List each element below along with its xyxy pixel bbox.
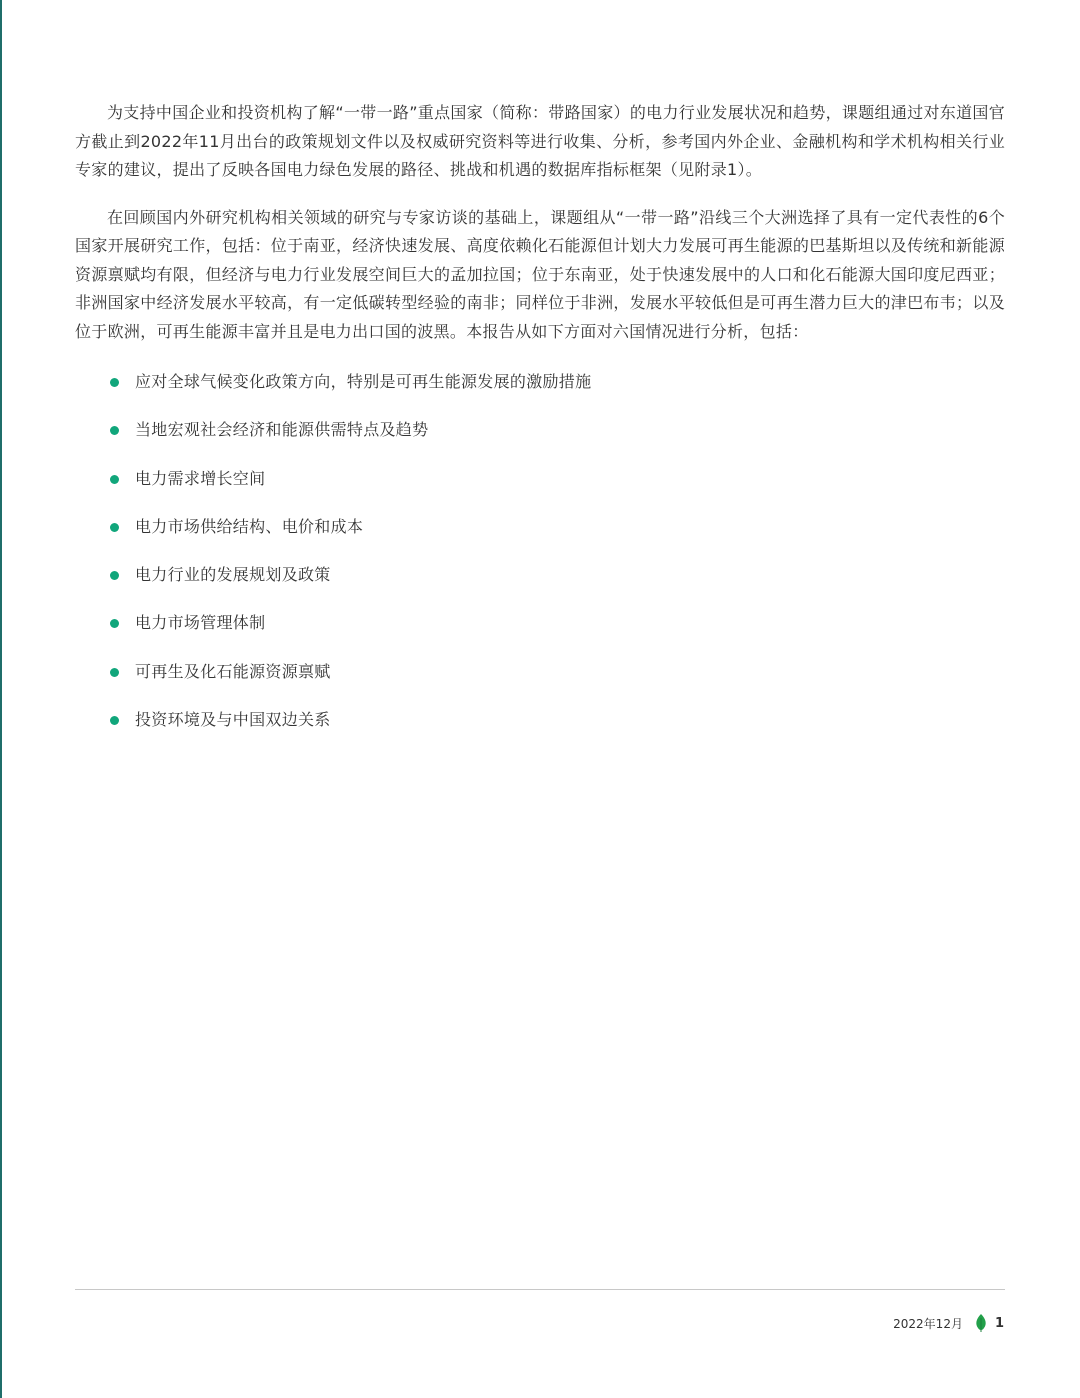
list-item bbox=[75, 706, 1005, 734]
bullet-dot-icon bbox=[110, 619, 119, 628]
countries-paragraph: 在回顾国内外研究机构相关领域的研究与专家访谈的基础上，课题组从“一带一路”沿线三个大洲选择了具有一定代表性的6个国家开展研究工作，包括：位于南亚，经济快速发展、高度依赖化石能源但计划大力发展可再生能源的巴基斯坦以及传统和新能源资源禀赋均有限，但经济与电力行业发展空间巨大的孟加拉国；位于东南亚，处于快速发展中的人口和化石能源大国印度尼西亚；非洲国家中经济发展水平较高，有一定低碳转型经验的南非；同样位于非洲，发展水平较低但是可再生潜力巨大的津巴布韦；以及位于欧洲，可再生能源丰富并且是电力出口国的波黑。本报告从如下方面对六国情况进行分析，包括： bbox=[75, 207, 1005, 341]
page-edge-strip bbox=[0, 0, 2, 1398]
bullet-dot-icon bbox=[110, 571, 119, 580]
list-item-text: 电力市场供给结构、电价和成本 bbox=[135, 516, 364, 536]
analysis-topics-list bbox=[75, 368, 1005, 734]
list-item bbox=[75, 561, 1005, 589]
list-item-text: 投资环境及与中国双边关系 bbox=[135, 710, 331, 730]
bullet-dot-icon bbox=[110, 668, 119, 677]
list-item bbox=[75, 658, 1005, 686]
list-item-text: 电力需求增长空间 bbox=[135, 468, 266, 488]
intro-paragraph: 为支持中国企业和投资机构了解“一带一路”重点国家（简称：带路国家）的电力行业发展状况和趋势，课题组通过对东道国官方截止到2022年11月出台的政策规划文件以及权威研究资料等进行收集、分析，参考国内外企业、金融机构和学术机构相关行业专家的建议，提出了反映各国电力绿色发展的路径、挑战和机遇的数据库指标框架（见附录1）。 bbox=[75, 103, 1005, 179]
page-number: 1 bbox=[994, 1315, 1004, 1331]
page-footer bbox=[893, 1313, 1004, 1333]
bullet-dot-icon bbox=[110, 523, 119, 532]
document-body bbox=[75, 99, 1005, 754]
list-item bbox=[75, 465, 1005, 493]
bullet-dot-icon bbox=[110, 475, 119, 484]
bullet-dot-icon bbox=[110, 426, 119, 435]
footer-divider bbox=[75, 1289, 1005, 1290]
footer-date: 2022年12月 bbox=[893, 1316, 963, 1331]
list-item bbox=[75, 416, 1005, 444]
list-item-text: 当地宏观社会经济和能源供需特点及趋势 bbox=[135, 420, 429, 440]
list-item bbox=[75, 368, 1005, 396]
list-item-text: 电力行业的发展规划及政策 bbox=[135, 565, 331, 585]
list-item-text: 应对全球气候变化政策方向，特别是可再生能源发展的激励措施 bbox=[135, 372, 592, 391]
list-item-text: 电力市场管理体制 bbox=[135, 613, 266, 633]
list-item bbox=[75, 513, 1005, 541]
bullet-dot-icon bbox=[110, 716, 119, 725]
list-item bbox=[75, 609, 1005, 637]
bullet-dot-icon bbox=[110, 378, 119, 387]
list-item-text: 可再生及化石能源资源禀赋 bbox=[135, 661, 331, 681]
leaf-icon bbox=[975, 1314, 987, 1332]
